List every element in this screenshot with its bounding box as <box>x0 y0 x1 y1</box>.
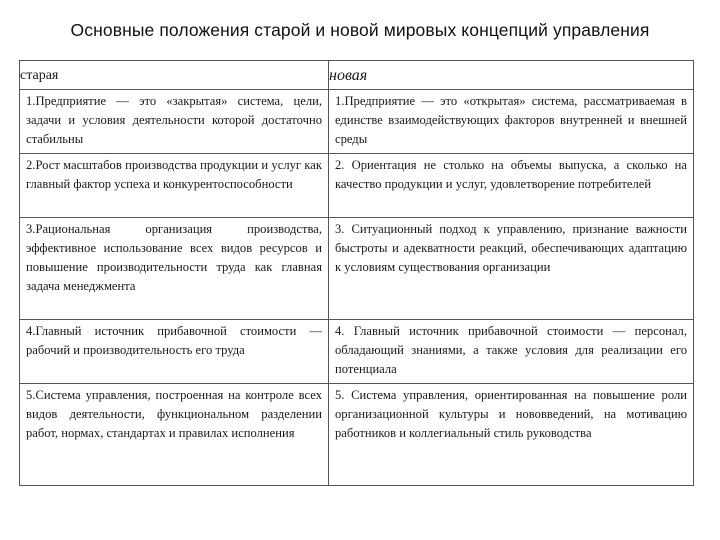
comparison-table <box>19 60 694 486</box>
table-row <box>20 218 694 320</box>
header-new: новая <box>329 61 694 90</box>
cell-new: 3. Ситуационный подход к управлению, признание важности быстроты и адекватности реакций, обеспечивающих адаптацию к условиям существования организации <box>329 218 694 320</box>
page-title: Основные положения старой и новой мировых концепций управления <box>70 20 650 40</box>
cell-old: 1.Предприятие — это «закрытая» система, цели, задачи и условия деятельности которой достаточно стабильны <box>20 90 329 154</box>
cell-new: 4. Главный источник прибавочной стоимости — персонал, обладающий знаниями, а также условия для реализации его потенциала <box>329 320 694 384</box>
cell-old: 2.Рост масштабов производства продукции и услуг как главный фактор успеха и конкурентоспособности <box>20 154 329 218</box>
table-row <box>20 90 694 154</box>
cell-old: 5.Система управления, построенная на контроле всех видов деятельности, функциональном разделении работ, нормах, стандартах и правилах исполнения <box>20 384 329 486</box>
table-header-row <box>20 61 694 90</box>
table-row <box>20 384 694 486</box>
cell-new: 2. Ориентация не столько на объемы выпуска, а сколько на качество продукции и услуг, удовлетворение потребителей <box>329 154 694 218</box>
header-old: старая <box>20 61 329 90</box>
cell-old: 4.Главный источник прибавочной стоимости — рабочий и производительность его труда <box>20 320 329 384</box>
cell-new: 1.Предприятие — это «открытая» система, рассматриваемая в единстве взаимодействующих факторов внутренней и внешней среды <box>329 90 694 154</box>
cell-old: 3.Рациональная организация производства, эффективное использование всех видов ресурсов и повышение производительности труда как главная задача менеджмента <box>20 218 329 320</box>
cell-new: 5. Система управления, ориентированная на повышение роли организационной культуры и нововведений, на мотивацию работников и коллегиальный стиль руководства <box>329 384 694 486</box>
table-row <box>20 320 694 384</box>
table-row <box>20 154 694 218</box>
